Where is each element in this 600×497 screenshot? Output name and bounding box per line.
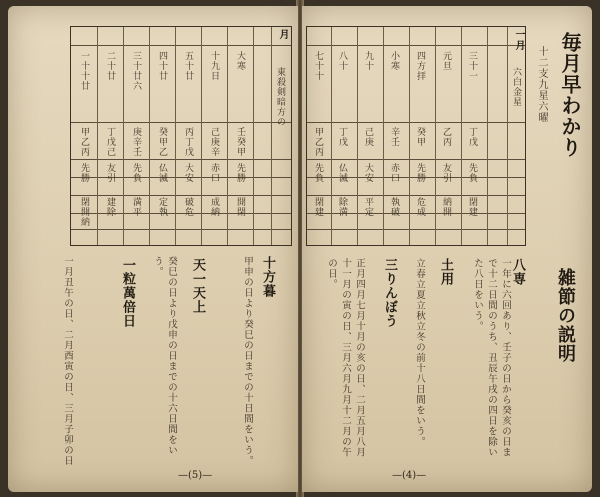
left-section-3-text: 一月丑午の日、二月酉寅の日、三月子卯の日 bbox=[62, 256, 73, 466]
left-page-number: —(5)— bbox=[178, 470, 213, 481]
right-section-3-title: 三りんぼう bbox=[382, 258, 397, 328]
left-page bbox=[8, 6, 298, 492]
right-section-3-text: 正月四月七月十月の亥の日、二月五月八月十一月の寅の日、三月六月九月十二月の午の日。 bbox=[326, 258, 365, 458]
left-section-2-title: 天一天上 bbox=[190, 258, 205, 314]
right-table-subheader: 六白金星 bbox=[511, 67, 521, 107]
left-section-1-text: 甲申の日より癸巳の日までの十日間をいう。 bbox=[242, 256, 253, 466]
right-section-1-text: 一年に六回あり、壬子の日から癸亥の日まで十二日間のうち、丑辰午戌の四日を除いた八日をいう。 bbox=[472, 258, 511, 458]
left-table-header: 月 bbox=[277, 29, 288, 40]
left-section-2-text: 癸巳の日より戊申の日までの十六日間をいう。 bbox=[152, 256, 177, 456]
right-table-header: 一月 bbox=[513, 29, 524, 51]
book-title: 毎月早わかり bbox=[558, 32, 582, 158]
right-section-2-text: 立春立夏立秋立冬の前十八日間をいう。 bbox=[414, 258, 425, 447]
almanac-heading: 雑節の説明 bbox=[555, 268, 576, 363]
right-page bbox=[302, 6, 592, 492]
right-section-2-title: 土用 bbox=[438, 258, 453, 286]
right-calendar-table: 七十十 八十 九十 小寒 四方拝 元旦 三十一 甲乙丙 丁戊 己庚 辛壬 癸甲 乙丙 丁戊 先負 仏滅 大安 赤口 先勝 友引 先負 閉建 除満 平定 執破 危成 納開 閉建 一月 六白金星 bbox=[306, 26, 526, 246]
left-table-subheader: 東殺剣暗方の bbox=[275, 67, 285, 127]
right-page-number: —(4)— bbox=[392, 470, 427, 481]
year-label: 十二支九星六曜 bbox=[536, 46, 547, 123]
left-section-1-title: 十方暮 bbox=[260, 256, 275, 298]
left-section-3-title: 一粒萬倍日 bbox=[120, 258, 135, 328]
left-calendar-table: 一十十廿 二十廿 三十廿六 四十廿 五十廿 十九日 大寒 甲乙丙 丁戊己 庚辛壬 癸甲乙 丙丁戊 己庚辛 壬癸甲 先勝 友引 先負 仏滅 大安 赤口 先勝 閉開納 建除 満平 定執 破危 成納 開閉 月 東殺剣暗方の bbox=[70, 26, 292, 246]
right-section-1-title: 八専 bbox=[510, 258, 525, 286]
